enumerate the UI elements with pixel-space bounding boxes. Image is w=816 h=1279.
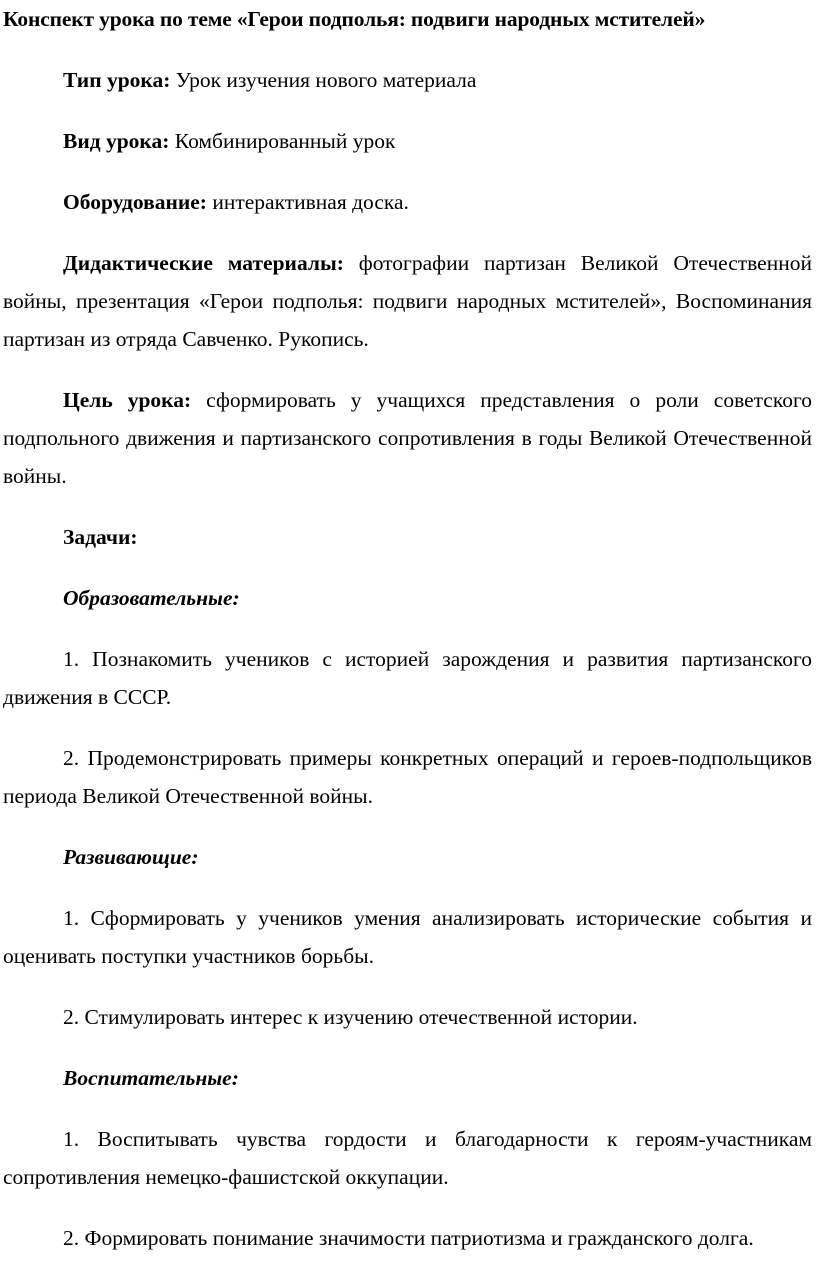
upbringing-item-2: 2. Формировать понимание значимости патриотизма и гражданского долга. xyxy=(63,1226,754,1250)
goal-paragraph xyxy=(3,381,812,495)
goal-label: Цель урока: xyxy=(63,388,192,412)
educational-heading: Образовательные: xyxy=(63,586,240,610)
developmental-item-2: 2. Стимулировать интерес к изучению отечественной истории. xyxy=(63,1005,638,1029)
lesson-type-label: Тип урока: xyxy=(63,68,171,92)
didactic-materials-label: Дидактические материалы: xyxy=(63,251,344,275)
tasks-heading: Задачи: xyxy=(63,525,138,549)
developmental-heading: Развивающие: xyxy=(63,845,199,869)
upbringing-item-1: 1. Воспитывать чувства гордости и благодарности к героям-участникам сопротивления немецко-фашистской оккупации. xyxy=(3,1127,812,1189)
document-title: Конспект урока по теме «Герои подполья: подвиги народных мстителей» xyxy=(3,7,706,31)
educational-item-2: 2. Продемонстрировать примеры конкретных операций и героев-подпольщиков периода Великой Отечественной войны. xyxy=(3,746,812,808)
equipment-line xyxy=(3,183,812,221)
lesson-type-line xyxy=(3,61,812,99)
didactic-materials-value: фотографии партизан Великой Отечественной войны, презентация «Герои подполья: подвиги народных мстителей», Воспоминания партизан из отряда Савченко. Рукопись. xyxy=(3,251,812,351)
upbringing-heading: Воспитательные: xyxy=(63,1066,239,1090)
equipment-label: Оборудование: xyxy=(63,190,207,214)
lesson-kind-value: Комбинированный урок xyxy=(169,129,396,153)
developmental-item-1: 1. Сформировать у учеников умения анализировать исторические события и оценивать поступки участников борьбы. xyxy=(3,906,812,968)
lesson-type-value: Урок изучения нового материала xyxy=(170,68,477,92)
lesson-kind-line xyxy=(3,122,812,160)
didactic-materials-paragraph xyxy=(3,244,812,358)
educational-item-1: 1. Познакомить учеников с историей зарождения и развития партизанского движения в СССР. xyxy=(3,647,812,709)
goal-value: сформировать у учащихся представления о роли советского подпольного движения и партизанского сопротивления в годы Великой Отечественной войны. xyxy=(3,388,812,488)
equipment-value: интерактивная доска. xyxy=(206,190,409,214)
lesson-kind-label: Вид урока: xyxy=(63,129,170,153)
